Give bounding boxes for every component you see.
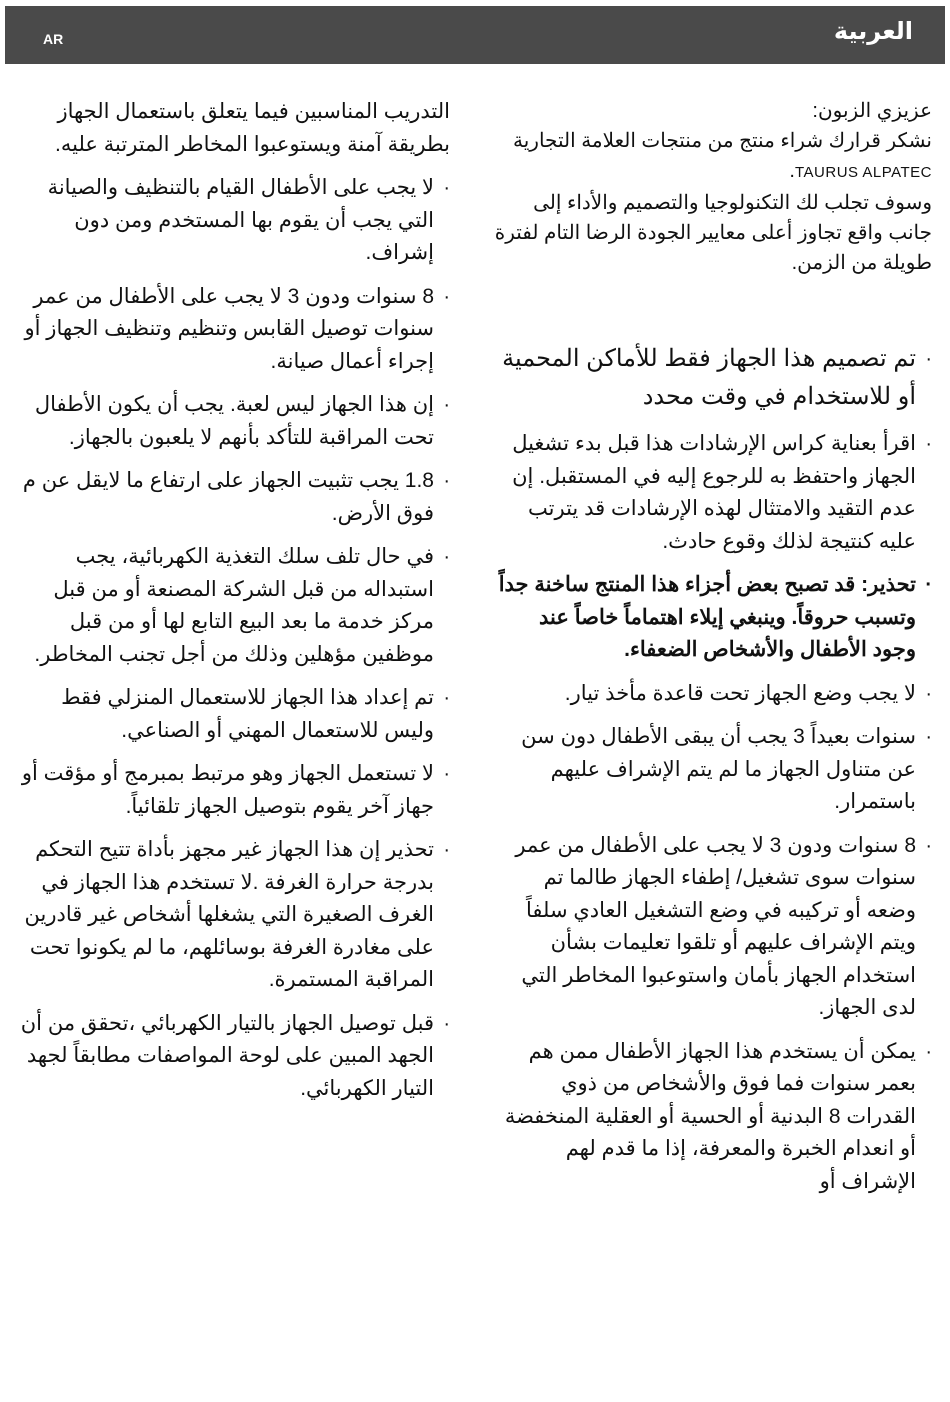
warning-item: · تحذير: قد تصبح بعض أجزاء هذا المنتج ساخنة جداً وتسبب حروقاً. وينبغي إيلاء اهتماماً خاصاً عند وجود الأطفال والأشخاص الضعفاء. [494,569,932,667]
list-item: · تحذير إن هذا الجهاز غير مجهز بأداة تتيح التحكم بدرجة حرارة الغرفة .لا تستخدم هذا الجهاز في الغرف الصغيرة التي يشغلها أشخاص غير قادرين على مغادرة الغرفة بوسائلهم، ما لم يكونوا تحت المراقبة المستمرة. [10,834,450,997]
page-header [5,6,945,64]
list-item: · يمكن أن يستخدم هذا الجهاز الأطفال ممن هم بعمر سنوات فما فوق والأشخاص من ذوي القدرات 8 البدنية أو الحسية أو العقلية المنخفضة أو انعدام الخبرة والمعرفة، إذا ما قدم لهم الإشراف أو [494,1036,932,1199]
right-instruction-list [494,340,932,1198]
thanks-sentence: نشكر قرارك شراء منتج من منتجات العلامة التجارية [513,130,932,152]
list-item: · في حال تلف سلك التغذية الكهربائية، يجب استبداله من قبل الشركة المصنعة أو من قبل مركز خدمة ما بعد البيع التابع لها أو من قبل موظفين مؤهلين وذلك من أجل تجنب المخاطر. [10,541,450,671]
brand-name: TAURUS ALPATEC [794,164,932,181]
list-item: · تم تصميم هذا الجهاز فقط للأماكن المحمية أو للاستخدام في وقت محدد [494,340,932,416]
list-item: · اقرأ بعناية كراس الإرشادات هذا قبل بدء تشغيل الجهاز واحتفظ به للرجوع إليه في المستقبل. إن عدم التقيد والامتثال لهذه الإرشادات قد يترتب عليه كنتيجة لذلك وقوع حادث. [494,428,932,558]
continuation-text: التدريب المناسبين فيما يتعلق باستعمال الجهاز بطريقة آمنة ويستوعبوا المخاطر المترتبة عليه. [55,100,450,156]
list-item: · 8 سنوات ودون 3 لا يجب على الأطفال من عمر سنوات توصيل القابس وتنظيم وتنظيف الجهاز أو إجراء أعمال صيانة. [10,281,450,379]
brand-end: . [789,160,795,182]
left-instruction-list [10,172,450,1105]
list-item: · تم إعداد هذا الجهاز للاستعمال المنزلي فقط وليس للاستعمال المهني أو الصناعي. [10,682,450,747]
list-item: · إن هذا الجهاز ليس لعبة. يجب أن يكون الأطفال تحت المراقبة للتأكد بأنهم لا يلعبون بالجهاز. [10,389,450,454]
language-code: AR [43,31,64,47]
greeting: عزيزي الزبون: [812,100,932,122]
thanks-text [494,126,932,188]
list-item: · لا تستعمل الجهاز وهو مرتبط بمبرمج أو مؤقت أو جهاز آخر يقوم بتوصيل الجهاز تلقائياً. [10,758,450,823]
list-item: · سنوات بعيداً 3 يجب أن يبقى الأطفال دون سن عن متناول الجهاز ما لم يتم الإشراف عليهم باستمرار. [494,721,932,819]
list-item: · لا يجب وضع الجهاز تحت قاعدة مأخذ تيار. [494,678,932,711]
list-item: · 8 سنوات ودون 3 لا يجب على الأطفال من عمر سنوات سوى تشغيل/ إطفاء الجهاز طالما تم وضعه أو تركيبه في وضع التشغيل العادي سلفاً ويتم الإشراف عليهم أو تلقوا تعليمات بشأن استخدام الجهاز بأمان واستوعبوا المخاطر التي لدى الجهاز. [494,830,932,1025]
intro-block [494,96,932,278]
promise-text: وسوف تجلب لك التكنولوجيا والتصميم والأداء إلى جانب واقع تجاوز أعلى معايير الجودة الرضا التام لفترة طويلة من الزمن. [494,192,932,274]
list-item: · قبل توصيل الجهاز بالتيار الكهربائي ،تحقق من أن الجهد المبين على لوحة المواصفات مطابقاً لجهد التيار الكهربائي. [10,1008,450,1106]
right-column [494,96,932,1209]
language-title: العربية [833,17,913,45]
list-item: · لا يجب على الأطفال القيام بالتنظيف والصيانة التي يجب أن يقوم بها المستخدم ومن دون إشراف. [10,172,450,270]
left-column [10,96,450,1116]
list-item: · 1.8 يجب تثبيت الجهاز على ارتفاع ما لايقل عن م فوق الأرض. [10,465,450,530]
